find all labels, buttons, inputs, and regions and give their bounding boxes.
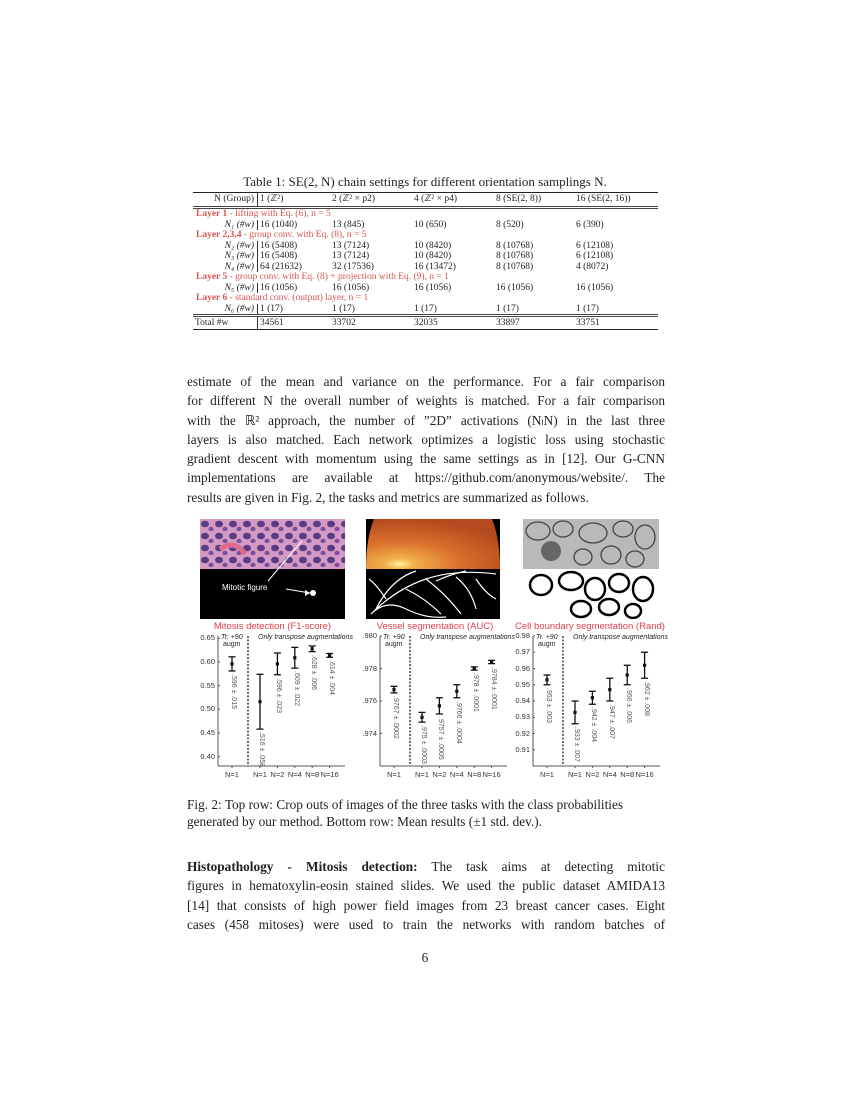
value-label: .956 ± .006 <box>625 687 633 723</box>
text-line: estimate of the mean and variance on the performance. For a fair comparison <box>187 374 665 389</box>
y-tick-label: 0.65 <box>200 633 215 643</box>
table-cell: 10 (650) <box>414 219 447 230</box>
y-tick-label: 0.91 <box>515 744 530 754</box>
table-cell: 8 (10768) <box>496 261 534 272</box>
table-cell: 13 (7124) <box>332 251 370 261</box>
histopathology-image <box>200 519 345 619</box>
y-tick-label: .974 <box>362 728 377 738</box>
text-line: figures in hematoxylin-eosin stained slides. We used the public dataset AMIDA13 <box>187 878 665 894</box>
table-cell: N₆ (#w) <box>193 304 258 315</box>
table-header: 16 (SE(2, 16)) <box>576 194 631 204</box>
x-tick-label: N=2 <box>270 770 285 779</box>
value-label: .9784 ± .0001 <box>489 666 497 710</box>
table-cell: 1 (17) <box>332 303 355 314</box>
y-tick-label: 0.40 <box>200 751 215 761</box>
text-line: with the ℝ² approach, the number of ”2D” activations (NₗN) in the last three <box>187 412 665 428</box>
table-cell: 1 (17) <box>496 303 519 314</box>
cell-boundary-chart <box>505 631 668 784</box>
paragraph-histopathology <box>187 857 665 934</box>
group-label-rotation-augm: Tr. +90 augm <box>536 634 558 648</box>
table-row <box>193 251 658 262</box>
group-label-transpose-augm: Only transpose augmentations <box>420 634 515 641</box>
y-tick-label: 0.98 <box>515 631 530 640</box>
table-row <box>193 283 658 294</box>
value-label: .516 ± .058 <box>258 732 265 768</box>
value-label: .596 ± .015 <box>230 673 237 709</box>
group-label-transpose-augm: Only transpose augmentations <box>258 634 353 641</box>
table-row <box>193 241 658 252</box>
x-tick-label: N=4 <box>287 770 302 779</box>
value-label: .942 ± .004 <box>590 707 598 743</box>
y-tick-label: 0.97 <box>515 647 530 657</box>
value-label: .609 ± .022 <box>292 671 300 707</box>
table-cell: 6 (12108) <box>576 251 614 261</box>
table-cell: 10 (8420) <box>414 240 452 251</box>
table-cell: 16 (1040) <box>260 219 298 230</box>
x-tick-label: N=16 <box>320 770 339 779</box>
y-tick-label: 0.96 <box>515 663 530 673</box>
text-line: Histopathology - Mitosis detection: The task aims at detecting mitotic <box>187 859 665 874</box>
table-section-header: Layer 5 - group conv. with Eq. (8) + projection with Eq. (9), n = 1 <box>196 272 449 282</box>
table-cell: 32 (17536) <box>332 261 374 272</box>
group-label-transpose-augm: Only transpose augmentations <box>573 634 668 641</box>
table-cell: 16 (13472) <box>414 261 456 272</box>
caption-line: Fig. 2: Top row: Crop outs of images of the three tasks with the class probabilities <box>187 797 624 812</box>
table-cell: 1 (17) <box>260 303 283 314</box>
x-tick-label: N=8 <box>620 770 635 779</box>
x-tick-label: N=1 <box>540 770 554 779</box>
table-cell: 13 (845) <box>332 219 365 230</box>
table-cell: 6 (390) <box>576 219 604 230</box>
value-label: .962 ± .008 <box>642 681 650 717</box>
figure-caption <box>187 796 665 830</box>
x-tick-label: N=4 <box>602 770 617 779</box>
value-label: .9767 ± .0002 <box>392 695 399 739</box>
table-header: 2 (ℤ² × p2) <box>332 194 375 204</box>
y-tick-label: .980 <box>362 631 377 640</box>
y-tick-label: 0.45 <box>200 727 215 737</box>
table-cell: 33702 <box>332 318 356 328</box>
value-label: .947 ± .007 <box>607 704 615 739</box>
table-cell: 6 (12108) <box>576 240 614 251</box>
table-row <box>193 220 658 231</box>
table-header-row <box>193 193 658 209</box>
table-row <box>193 304 658 315</box>
table-cell: 16 (1056) <box>576 282 614 293</box>
chart-plot-area <box>352 632 512 784</box>
table-cell: 64 (21632) <box>260 261 302 272</box>
text-line: for different N the overall number of weights is matched. For a fair comparison <box>187 393 665 409</box>
table-cell: N₃ (#w) <box>193 251 258 262</box>
y-tick-label: 0.50 <box>200 704 215 714</box>
x-tick-label: N=1 <box>415 770 429 779</box>
table-section-header: Layer 6 - standard conv. (output) layer, n = 1 <box>196 293 369 303</box>
y-tick-label: 0.92 <box>515 728 530 738</box>
chart-title: Cell boundary segmentation (Rand) <box>515 621 665 632</box>
group-label-rotation-augm: Tr. +90 augm <box>383 634 405 648</box>
table-cell: 16 (5408) <box>260 251 298 261</box>
table-cell: 16 (1056) <box>496 282 534 293</box>
table-cell: 33751 <box>576 318 600 328</box>
text-line: gradient descent with momentum using the same settings as in [12]. Our G-CNN <box>187 451 665 467</box>
table-section-header: Layer 1 - lifting with Eq. (6), n = 5 <box>196 209 331 219</box>
table-cell: N₅ (#w) <box>193 283 258 294</box>
x-tick-label: N=1 <box>387 770 401 779</box>
text-line: [14] that consists of high power field images from 23 breast cancer cases. Eight <box>187 897 665 913</box>
text-line: implementations are available at https://github.com/anonymous/website/. The <box>187 470 665 486</box>
text-line: results are given in Fig. 2, the tasks and metrics are summarized as follows. <box>187 489 589 505</box>
page-number: 6 <box>421 950 429 965</box>
y-tick-label: 0.55 <box>200 680 215 690</box>
table-cell: 16 (1056) <box>332 282 370 293</box>
settings-table <box>193 192 658 330</box>
table-cell: 1 (17) <box>414 303 437 314</box>
x-tick-label: N=16 <box>635 770 654 779</box>
table-row <box>193 262 658 273</box>
y-tick-label: 0.95 <box>515 679 530 689</box>
table-cell: 16 (5408) <box>260 240 298 251</box>
text-line: cases (458 mitoses) were used to train the networks with random batches of <box>187 916 665 932</box>
table-body <box>193 209 658 314</box>
x-tick-label: N=2 <box>585 770 600 779</box>
table-header: 8 (SE(2, 8)) <box>496 194 542 204</box>
table-cell: 34561 <box>260 318 284 328</box>
y-tick-label: 0.94 <box>515 696 530 705</box>
value-label: .978 ± .0001 <box>472 673 480 712</box>
table-cell: 8 (10768) <box>496 251 534 261</box>
y-tick-label: 0.60 <box>200 657 215 666</box>
table-cell: N₁ (#w) <box>193 220 258 231</box>
x-tick-label: N=1 <box>253 770 267 779</box>
value-label: .9766 ± .0004 <box>454 700 462 744</box>
table-cell: N₄ (#w) <box>193 262 258 273</box>
retina-image <box>366 519 500 619</box>
table-cell: 32035 <box>414 318 438 328</box>
text-line: layers is also matched. Each network optimizes a logistic loss using stochastic <box>187 431 665 447</box>
table-cell: 10 (8420) <box>414 251 452 261</box>
value-label: .628 ± .006 <box>310 654 318 690</box>
mitosis-chart <box>190 632 353 784</box>
x-tick-label: N=8 <box>467 770 482 779</box>
table-cell: 8 (10768) <box>496 240 534 251</box>
table-cell: 16 (1056) <box>414 282 452 293</box>
value-label: .9757 ± .0005 <box>437 717 445 760</box>
table-cell: Total #w <box>193 317 258 329</box>
value-label: .975 ± .0003 <box>420 725 427 764</box>
table-cell: 13 (7124) <box>332 240 370 251</box>
x-tick-label: N=1 <box>568 770 582 779</box>
table-cell: N₂ (#w) <box>193 241 258 252</box>
table-total-row <box>193 314 658 330</box>
vessel-chart <box>352 631 515 784</box>
value-label: .953 ± .003 <box>545 687 552 723</box>
y-tick-label: 0.93 <box>515 712 530 722</box>
mitotic-figure-annotation: Mitotic figure <box>222 583 268 592</box>
x-tick-label: N=16 <box>482 770 501 779</box>
x-tick-label: N=1 <box>225 770 239 779</box>
em-cell-image <box>523 519 659 619</box>
table-cell: 33897 <box>496 318 520 328</box>
chart-title: Vessel segmentation (AUC) <box>376 621 494 632</box>
x-tick-label: N=2 <box>432 770 447 779</box>
value-label: .933 ± .007 <box>573 726 580 762</box>
table-caption: Table 1: SE(2, N) chain settings for different orientation samplings N. <box>243 174 607 189</box>
table-header: 1 (ℤ²) <box>260 194 284 204</box>
table-section-header: Layer 2,3,4 - group conv. with Eq. (8), n = 5 <box>196 230 367 240</box>
value-label: .596 ± .023 <box>275 677 283 713</box>
y-tick-label: .978 <box>362 663 377 673</box>
chart-title: Mitosis detection (F1-score) <box>213 621 332 632</box>
table-header: N (Group) <box>193 193 258 206</box>
group-label-rotation-augm: Tr. +90 augm <box>221 634 243 648</box>
value-label: .614 ± .004 <box>327 660 335 696</box>
table-cell: 1 (17) <box>576 303 599 314</box>
section-heading: Histopathology - Mitosis detection: <box>187 859 418 874</box>
table-cell: 4 (8072) <box>576 261 609 272</box>
table-header: 4 (ℤ² × p4) <box>414 194 457 204</box>
caption-line: generated by our method. Bottom row: Mean results (±1 std. dev.). <box>187 814 543 829</box>
table-cell: 16 (1056) <box>260 282 298 293</box>
paragraph-methods <box>187 372 665 507</box>
x-tick-label: N=8 <box>305 770 320 779</box>
y-tick-label: .976 <box>362 696 377 705</box>
x-tick-label: N=4 <box>449 770 464 779</box>
table-cell: 8 (520) <box>496 219 524 230</box>
